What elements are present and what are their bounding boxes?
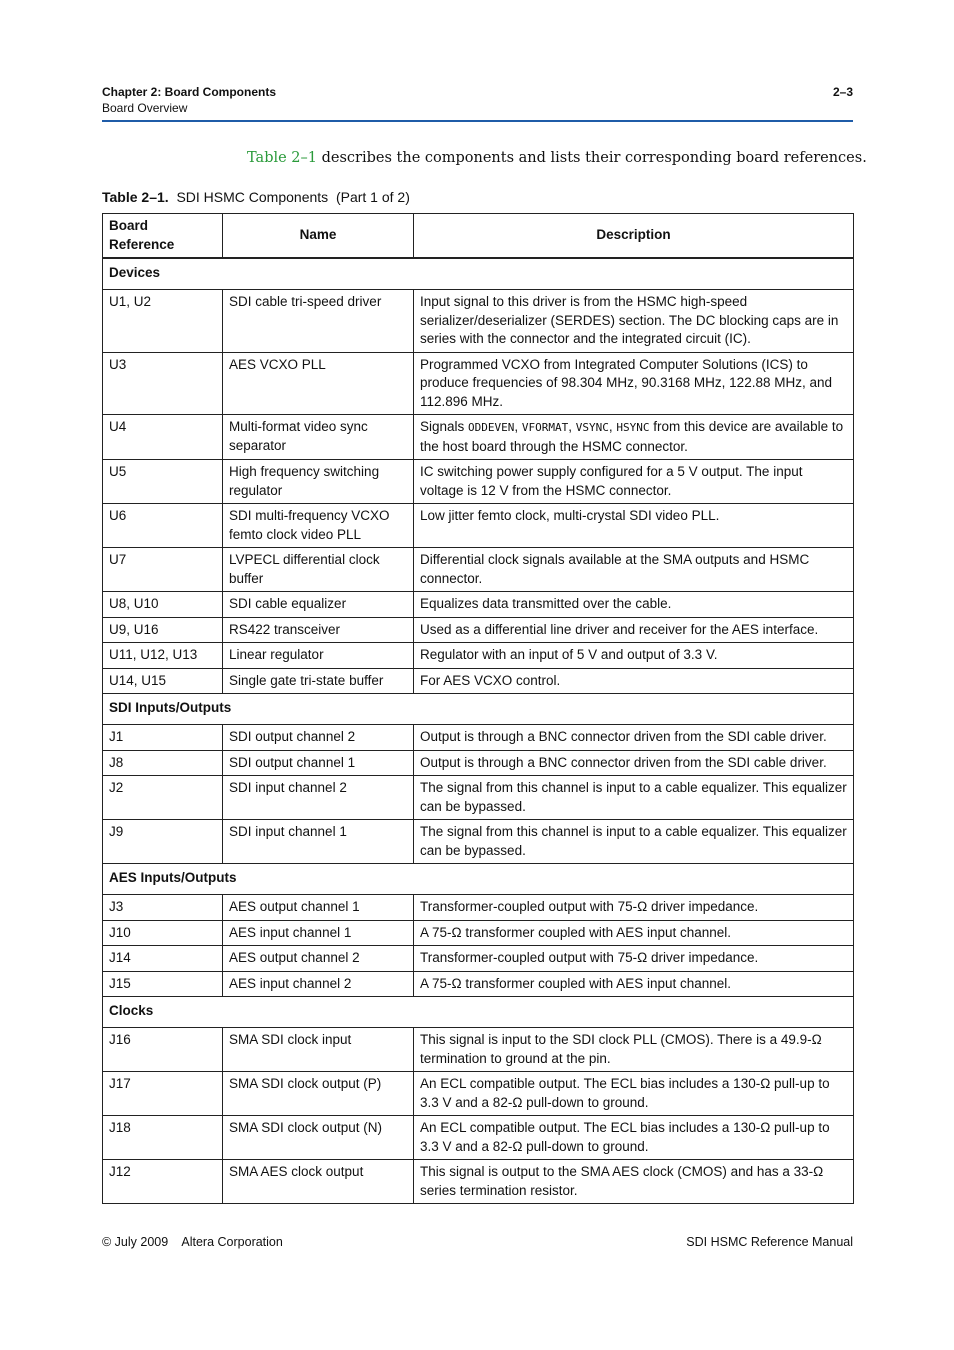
cell-ref: J2	[103, 776, 223, 820]
cell-name: AES input channel 1	[223, 920, 414, 946]
section-row-clocks	[103, 997, 854, 1028]
cell-desc: Programmed VCXO from Integrated Computer Solutions (ICS) to produce frequencies of 98.304 MHz, 90.3168 MHz, 122.88 MHz, and 112.896 MHz.	[414, 352, 854, 415]
table-row	[103, 725, 854, 751]
cell-desc: The signal from this channel is input to a cable equalizer. This equalizer can be bypassed.	[414, 820, 854, 864]
cell-name: SDI cable equalizer	[223, 592, 414, 618]
cell-name: SMA AES clock output	[223, 1160, 414, 1204]
cell-desc: Transformer-coupled output with 75-Ω driver impedance.	[414, 946, 854, 972]
cell-ref: J17	[103, 1072, 223, 1116]
table-caption-title: SDI HSMC Components (Part 1 of 2)	[168, 189, 410, 205]
cell-name: Multi-format video sync separator	[223, 415, 414, 460]
cell-name: SDI input channel 1	[223, 820, 414, 864]
cell-name: Linear regulator	[223, 643, 414, 669]
cell-desc: Regulator with an input of 5 V and output of 3.3 V.	[414, 643, 854, 669]
table-row	[103, 1160, 854, 1204]
cell-ref: J18	[103, 1116, 223, 1160]
cell-ref: J12	[103, 1160, 223, 1204]
header-description: Description	[414, 214, 854, 259]
cell-name: SDI input channel 2	[223, 776, 414, 820]
cell-desc: A 75-Ω transformer coupled with AES input channel.	[414, 971, 854, 997]
section-title: Devices	[103, 258, 854, 290]
intro-paragraph	[247, 150, 867, 166]
table-row	[103, 776, 854, 820]
cell-ref: J15	[103, 971, 223, 997]
table-row	[103, 946, 854, 972]
cell-desc: Output is through a BNC connector driven from the SDI cable driver.	[414, 750, 854, 776]
table-row	[103, 290, 854, 353]
cell-name: SDI multi-frequency VCXO femto clock video PLL	[223, 504, 414, 548]
cell-ref: U4	[103, 415, 223, 460]
cell-desc: Transformer-coupled output with 75-Ω driver impedance.	[414, 895, 854, 921]
table-row	[103, 617, 854, 643]
cell-name: SDI output channel 1	[223, 750, 414, 776]
section-title: AES Inputs/Outputs	[103, 864, 854, 895]
table-row	[103, 1116, 854, 1160]
chapter-title: Chapter 2: Board Components	[102, 85, 277, 99]
table-row	[103, 643, 854, 669]
cell-ref: J9	[103, 820, 223, 864]
cell-desc: IC switching power supply configured for a 5 V output. The input voltage is 12 V from the HSMC connector.	[414, 460, 854, 504]
cell-ref: J3	[103, 895, 223, 921]
header-rule	[102, 120, 853, 122]
desc-text: from this device are available to the host board through the HSMC connector.	[420, 419, 844, 454]
section-row-aes-io	[103, 864, 854, 895]
cell-ref: U14, U15	[103, 668, 223, 694]
cell-desc: For AES VCXO control.	[414, 668, 854, 694]
cell-ref: J10	[103, 920, 223, 946]
page-number: 2–3	[832, 85, 853, 99]
header-name: Name	[223, 214, 414, 259]
cell-name: RS422 transceiver	[223, 617, 414, 643]
cell-name: AES output channel 1	[223, 895, 414, 921]
desc-text: Signals	[420, 419, 469, 434]
cell-ref: J8	[103, 750, 223, 776]
components-table	[102, 213, 854, 1204]
cell-ref: U1, U2	[103, 290, 223, 353]
table-row	[103, 895, 854, 921]
cell-desc: The signal from this channel is input to a cable equalizer. This equalizer can be bypassed.	[414, 776, 854, 820]
section-title: Board Overview	[102, 101, 188, 115]
cell-name: SMA SDI clock input	[223, 1028, 414, 1072]
cell-ref: U6	[103, 504, 223, 548]
section-row-sdi-io	[103, 694, 854, 725]
cell-desc: An ECL compatible output. The ECL bias includes a 130-Ω pull-up to 3.3 V and a 82-Ω pull-down to ground.	[414, 1116, 854, 1160]
table-row	[103, 1028, 854, 1072]
cell-desc: This signal is input to the SDI clock PLL (CMOS). There is a 49.9-Ω termination to ground at the pin.	[414, 1028, 854, 1072]
cell-name: Single gate tri-state buffer	[223, 668, 414, 694]
cell-desc: This signal is output to the SMA AES clock (CMOS) and has a 33-Ω series termination resistor.	[414, 1160, 854, 1204]
cell-ref: U11, U12, U13	[103, 643, 223, 669]
cell-name: AES output channel 2	[223, 946, 414, 972]
cell-desc: An ECL compatible output. The ECL bias includes a 130-Ω pull-up to 3.3 V and a 82-Ω pull-down to ground.	[414, 1072, 854, 1116]
page-footer	[102, 1235, 853, 1249]
table-row	[103, 460, 854, 504]
table-row	[103, 352, 854, 415]
cell-ref: U9, U16	[103, 617, 223, 643]
cell-name: AES input channel 2	[223, 971, 414, 997]
table-row	[103, 1072, 854, 1116]
cell-ref: U5	[103, 460, 223, 504]
intro-text: describes the components and lists their corresponding board references.	[317, 150, 867, 166]
cell-ref: J14	[103, 946, 223, 972]
cell-name: SMA SDI clock output (P)	[223, 1072, 414, 1116]
desc-text: ,	[514, 419, 522, 434]
cell-ref: U7	[103, 548, 223, 592]
table-row	[103, 750, 854, 776]
table-header-row	[103, 214, 854, 259]
cell-desc: Used as a differential line driver and receiver for the AES interface.	[414, 617, 854, 643]
cell-ref: J16	[103, 1028, 223, 1072]
cell-name: AES VCXO PLL	[223, 352, 414, 415]
signal-name: VSYNC	[575, 421, 609, 434]
table-row	[103, 668, 854, 694]
cell-ref: U8, U10	[103, 592, 223, 618]
section-row-devices	[103, 258, 854, 290]
table-caption-label: Table 2–1.	[102, 189, 169, 205]
cell-name: SDI cable tri-speed driver	[223, 290, 414, 353]
table-row	[103, 592, 854, 618]
desc-text: ,	[608, 419, 617, 434]
cell-desc: Low jitter femto clock, multi-crystal SDI video PLL.	[414, 504, 854, 548]
section-title: SDI Inputs/Outputs	[103, 694, 854, 725]
desc-text: ,	[568, 419, 576, 434]
cell-ref: U3	[103, 352, 223, 415]
table-row	[103, 971, 854, 997]
cell-desc	[414, 415, 854, 460]
footer-copyright: © July 2009 Altera Corporation	[102, 1235, 283, 1249]
table-cross-reference-link[interactable]: Table 2–1	[247, 150, 318, 166]
signal-name: HSYNC	[616, 421, 650, 434]
cell-name: LVPECL differential clock buffer	[223, 548, 414, 592]
cell-name: SDI output channel 2	[223, 725, 414, 751]
page-header	[102, 84, 853, 116]
table-row	[103, 504, 854, 548]
cell-ref: J1	[103, 725, 223, 751]
table-row	[103, 415, 854, 460]
cell-desc: Equalizes data transmitted over the cable.	[414, 592, 854, 618]
section-title: Clocks	[103, 997, 854, 1028]
signal-name: VFORMAT	[521, 421, 569, 434]
table-row	[103, 920, 854, 946]
cell-name: SMA SDI clock output (N)	[223, 1116, 414, 1160]
cell-desc: Differential clock signals available at the SMA outputs and HSMC connector.	[414, 548, 854, 592]
cell-desc: A 75-Ω transformer coupled with AES input channel.	[414, 920, 854, 946]
table-caption	[102, 189, 410, 205]
header-board-reference: Board Reference	[103, 214, 223, 259]
cell-name: High frequency switching regulator	[223, 460, 414, 504]
footer-manual-title: SDI HSMC Reference Manual	[686, 1235, 853, 1249]
cell-desc: Output is through a BNC connector driven from the SDI cable driver.	[414, 725, 854, 751]
table-row	[103, 548, 854, 592]
table-row	[103, 820, 854, 864]
cell-desc: Input signal to this driver is from the HSMC high-speed serializer/deserializer (SERDES) section. The DC blocking caps are in series with the connector and the integrated circuit (IC).	[414, 290, 854, 353]
signal-name: ODDEVEN	[468, 421, 515, 434]
